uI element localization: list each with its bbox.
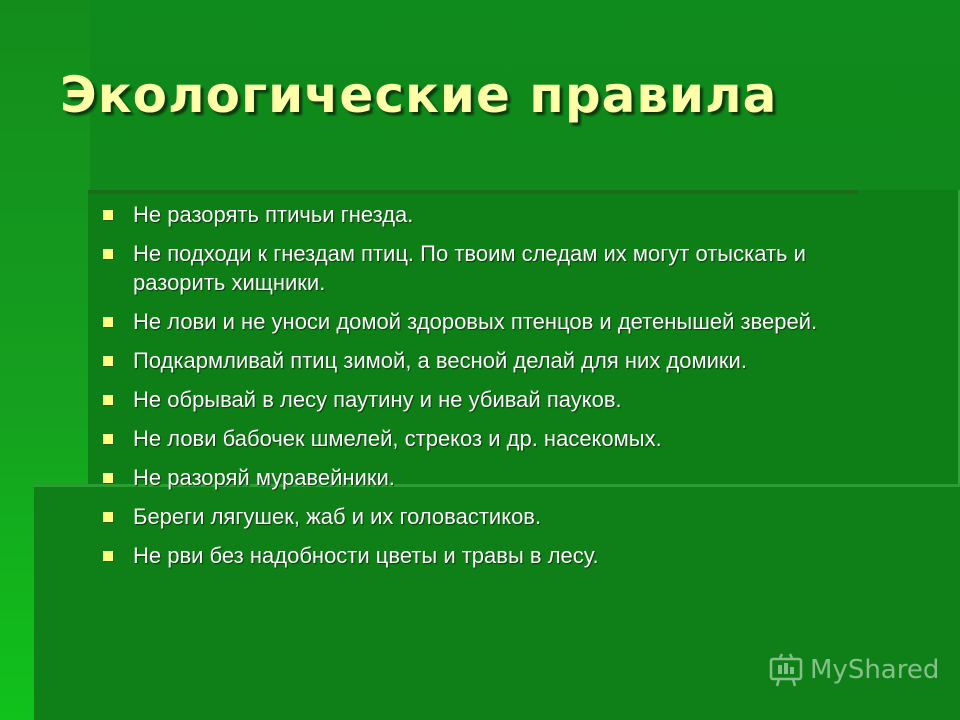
rule-item [95,424,885,453]
square-bullet-icon [103,249,113,259]
rule-item [95,502,885,531]
rule-text: Не лови бабочек шмелей, стрекоз и др. насекомых. [133,426,662,451]
rule-text: Береги лягушек, жаб и их головастиков. [133,504,542,529]
rule-item [95,200,885,229]
square-bullet-icon [103,512,113,522]
rule-item [95,239,885,297]
square-bullet-icon [103,551,113,561]
rule-item [95,307,885,336]
slide-title: Экологические правила [60,66,778,124]
projector-screen-icon [768,652,804,688]
rule-text: Не лови и не уноси домой здоровых птенцов и детенышей зверей. [133,309,818,334]
rule-text: Не подходи к гнездам птиц. По твоим следам их могут отыскать и разорить хищники. [133,241,806,295]
watermark [768,652,939,688]
square-bullet-icon [103,317,113,327]
square-bullet-icon [103,473,113,483]
square-bullet-icon [103,434,113,444]
rules-list [95,200,885,580]
rule-item [95,346,885,375]
rule-text: Не разоряй муравейники. [133,465,395,490]
rule-text: Не рви без надобности цветы и травы в лесу. [133,543,599,568]
rule-text: Не обрывай в лесу паутину и не убивай пауков. [133,387,622,412]
watermark-text: MyShared [810,655,940,685]
rule-text: Подкармливай птиц зимой, а весной делай для них домики. [133,348,747,373]
square-bullet-icon [103,356,113,366]
square-bullet-icon [103,395,113,405]
background-panel-upper-edge [88,190,858,194]
rule-text: Не разорять птичьи гнезда. [133,202,414,227]
square-bullet-icon [103,210,113,220]
rule-item [95,385,885,414]
rule-item [95,541,885,570]
rule-item [95,463,885,492]
